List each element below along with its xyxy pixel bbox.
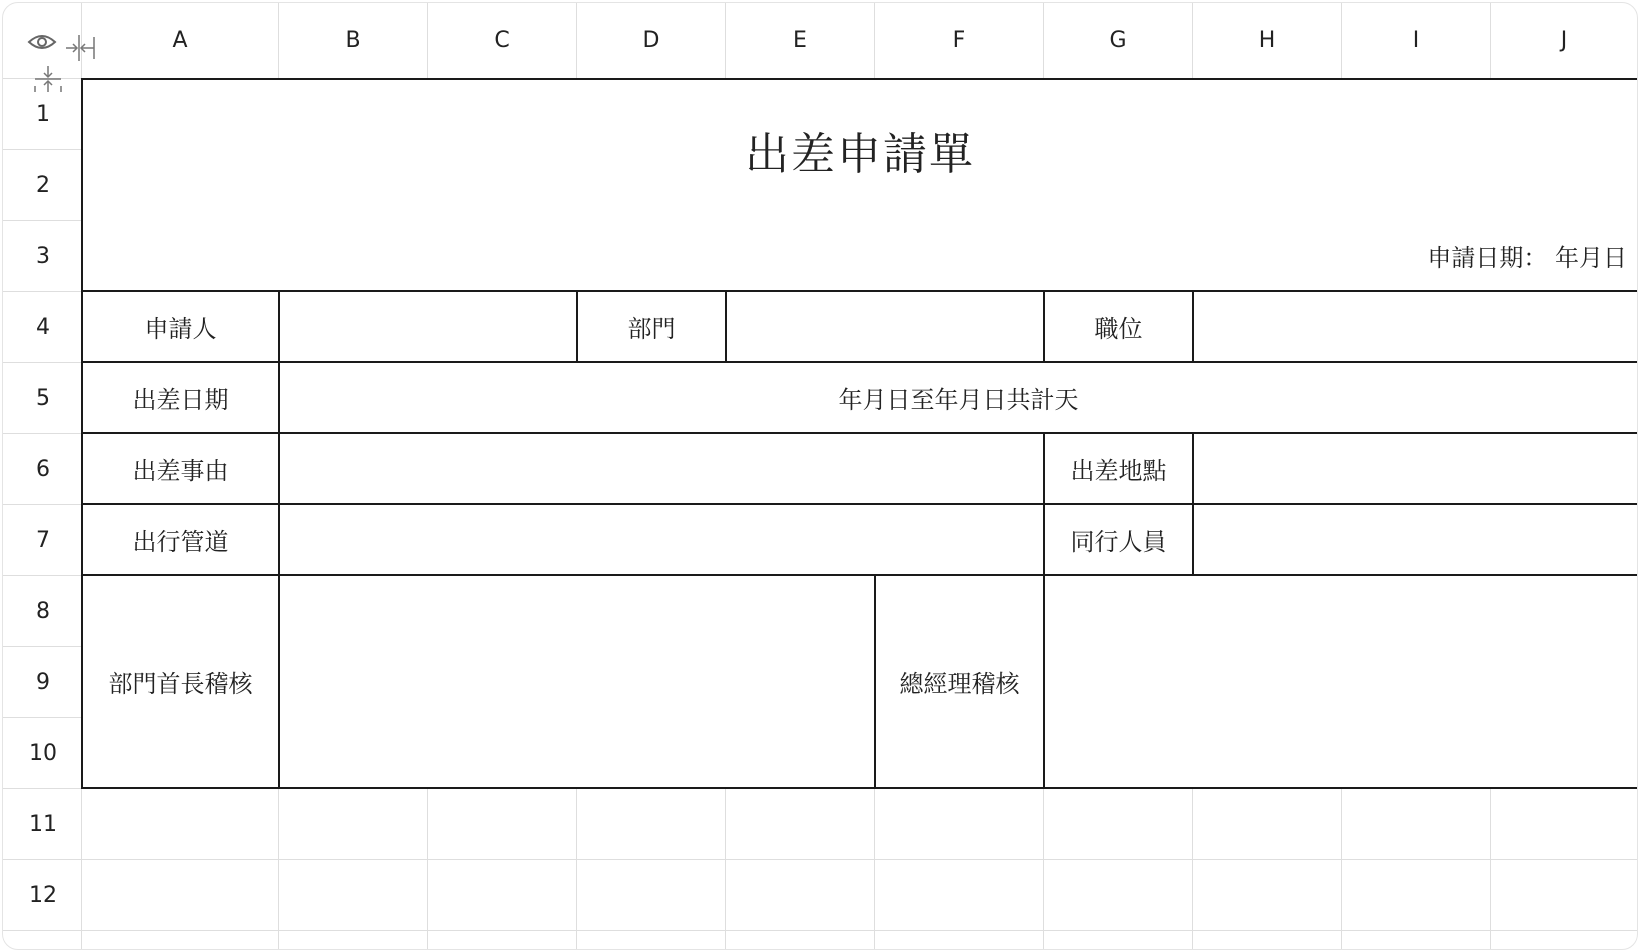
row-header-8[interactable]: 8 — [36, 598, 50, 624]
trip-reason-input[interactable] — [280, 434, 1043, 503]
trip-location-label[interactable]: 出差地點 — [1070, 457, 1167, 485]
row-header-12[interactable]: 12 — [29, 882, 57, 908]
trip-location-input[interactable] — [1194, 434, 1637, 503]
transport-label[interactable]: 出行管道 — [132, 528, 229, 556]
gridline — [3, 930, 1637, 931]
applicant-label[interactable]: 申請人 — [144, 315, 217, 343]
form-title[interactable]: 出差申請單 — [745, 129, 975, 180]
column-header-c[interactable]: C — [494, 28, 510, 53]
row-header-5[interactable]: 5 — [36, 385, 50, 411]
row-header-7[interactable]: 7 — [36, 527, 50, 553]
gm-review-input[interactable] — [1045, 576, 1637, 787]
column-header-d[interactable]: D — [642, 28, 660, 53]
column-header-f[interactable]: F — [952, 28, 966, 53]
column-header-i[interactable]: I — [1412, 28, 1420, 53]
row-header-3[interactable]: 3 — [36, 243, 50, 269]
trip-reason-label[interactable]: 出差事由 — [132, 457, 229, 485]
sheet-frame — [2, 2, 1638, 950]
table-border — [81, 787, 1637, 789]
row-header-1[interactable]: 1 — [36, 101, 50, 127]
companion-input[interactable] — [1194, 505, 1637, 574]
gridline — [3, 859, 1637, 860]
department-label[interactable]: 部門 — [627, 315, 676, 343]
department-input[interactable] — [727, 292, 1043, 361]
transport-input[interactable] — [280, 505, 1043, 574]
row-header-9[interactable]: 9 — [36, 669, 50, 695]
column-header-a[interactable]: A — [172, 28, 188, 53]
position-input[interactable] — [1194, 292, 1637, 361]
row-header-6[interactable]: 6 — [36, 456, 50, 482]
row-header-11[interactable]: 11 — [29, 811, 57, 837]
position-label[interactable]: 職位 — [1094, 315, 1143, 343]
dept-head-review-input[interactable] — [280, 576, 874, 787]
row-header-2[interactable]: 2 — [36, 172, 50, 198]
column-header-j[interactable]: J — [1560, 28, 1568, 53]
gm-review-label[interactable]: 總經理稽核 — [899, 670, 1020, 698]
trip-date-value[interactable]: 年月日至年月日共計天 — [838, 386, 1079, 414]
trip-date-label[interactable]: 出差日期 — [132, 386, 229, 414]
companion-label[interactable]: 同行人員 — [1070, 528, 1167, 556]
row-header-4[interactable]: 4 — [36, 314, 50, 340]
column-header-e[interactable]: E — [793, 28, 807, 53]
column-header-b[interactable]: B — [345, 28, 361, 53]
eye-icon[interactable] — [25, 29, 59, 55]
applicant-input[interactable] — [280, 292, 576, 361]
column-header-g[interactable]: G — [1109, 28, 1127, 53]
dept-head-review-label[interactable]: 部門首長稽核 — [108, 670, 253, 698]
row-header-10[interactable]: 10 — [29, 740, 57, 766]
column-header-h[interactable]: H — [1258, 28, 1276, 53]
apply-date-cell[interactable]: 申請日期： 年月日 — [1427, 244, 1627, 272]
